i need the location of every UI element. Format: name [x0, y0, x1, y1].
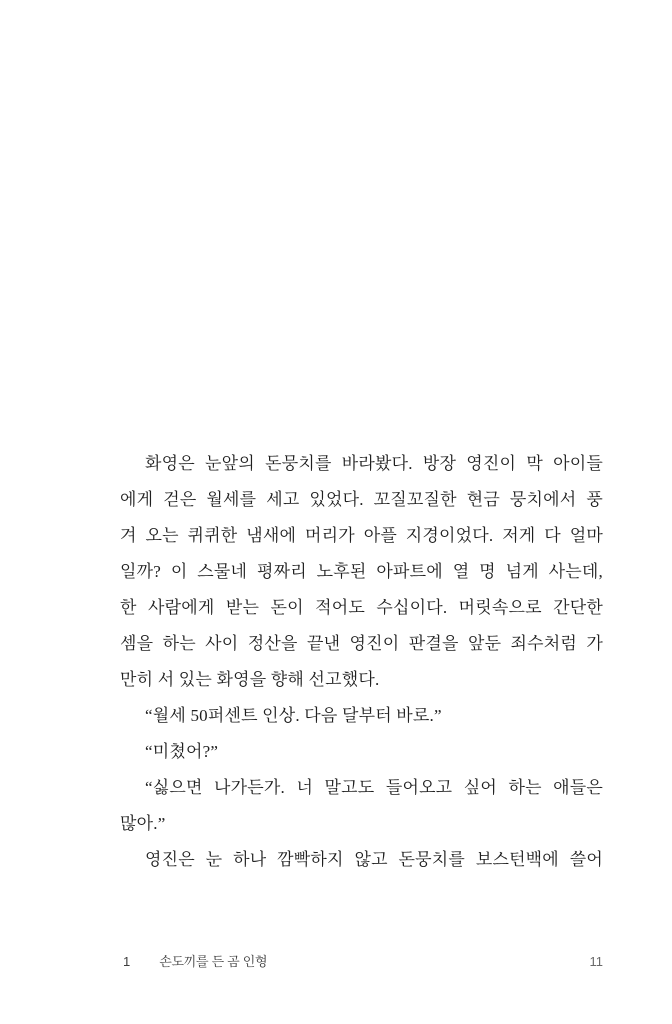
body-line-dialogue: “월세 50퍼센트 인상. 다음 달부터 바로.”	[145, 706, 442, 725]
body-line: 겨 오는 퀴퀴한 냄새에 머리가 아플 지경이었다. 저게 다 얼마	[120, 526, 603, 545]
body-line-dialogue: 많아.”	[120, 814, 166, 833]
body-line: 에게 걷은 월세를 세고 있었다. 꼬질꼬질한 현금 뭉치에서 풍	[120, 490, 603, 509]
body-line-dialogue: “싫으면 나가든가. 너 말고도 들어오고 싶어 하는 애들은	[145, 778, 603, 797]
body-text-block	[120, 446, 603, 878]
footer-chapter-title: 손도끼를 든 곰 인형	[159, 954, 268, 969]
body-line: 일까? 이 스물네 평짜리 노후된 아파트에 열 명 넘게 사는데,	[120, 562, 603, 581]
page-footer	[120, 951, 603, 970]
footer-chapter-number: 1	[123, 954, 131, 969]
body-line: 셈을 하는 사이 정산을 끝낸 영진이 판결을 앞둔 죄수처럼 가	[120, 634, 603, 653]
body-line: 영진은 눈 하나 깜빡하지 않고 돈뭉치를 보스턴백에 쓸어	[145, 850, 603, 869]
body-line: 한 사람에게 받는 돈이 적어도 수십이다. 머릿속으로 간단한	[120, 598, 603, 617]
footer-page-number: 11	[589, 954, 603, 969]
body-line: 화영은 눈앞의 돈뭉치를 바라봤다. 방장 영진이 막 아이들	[145, 454, 603, 473]
body-line: 만히 서 있는 화영을 향해 선고했다.	[120, 670, 380, 689]
body-line-dialogue: “미쳤어?”	[145, 742, 219, 761]
